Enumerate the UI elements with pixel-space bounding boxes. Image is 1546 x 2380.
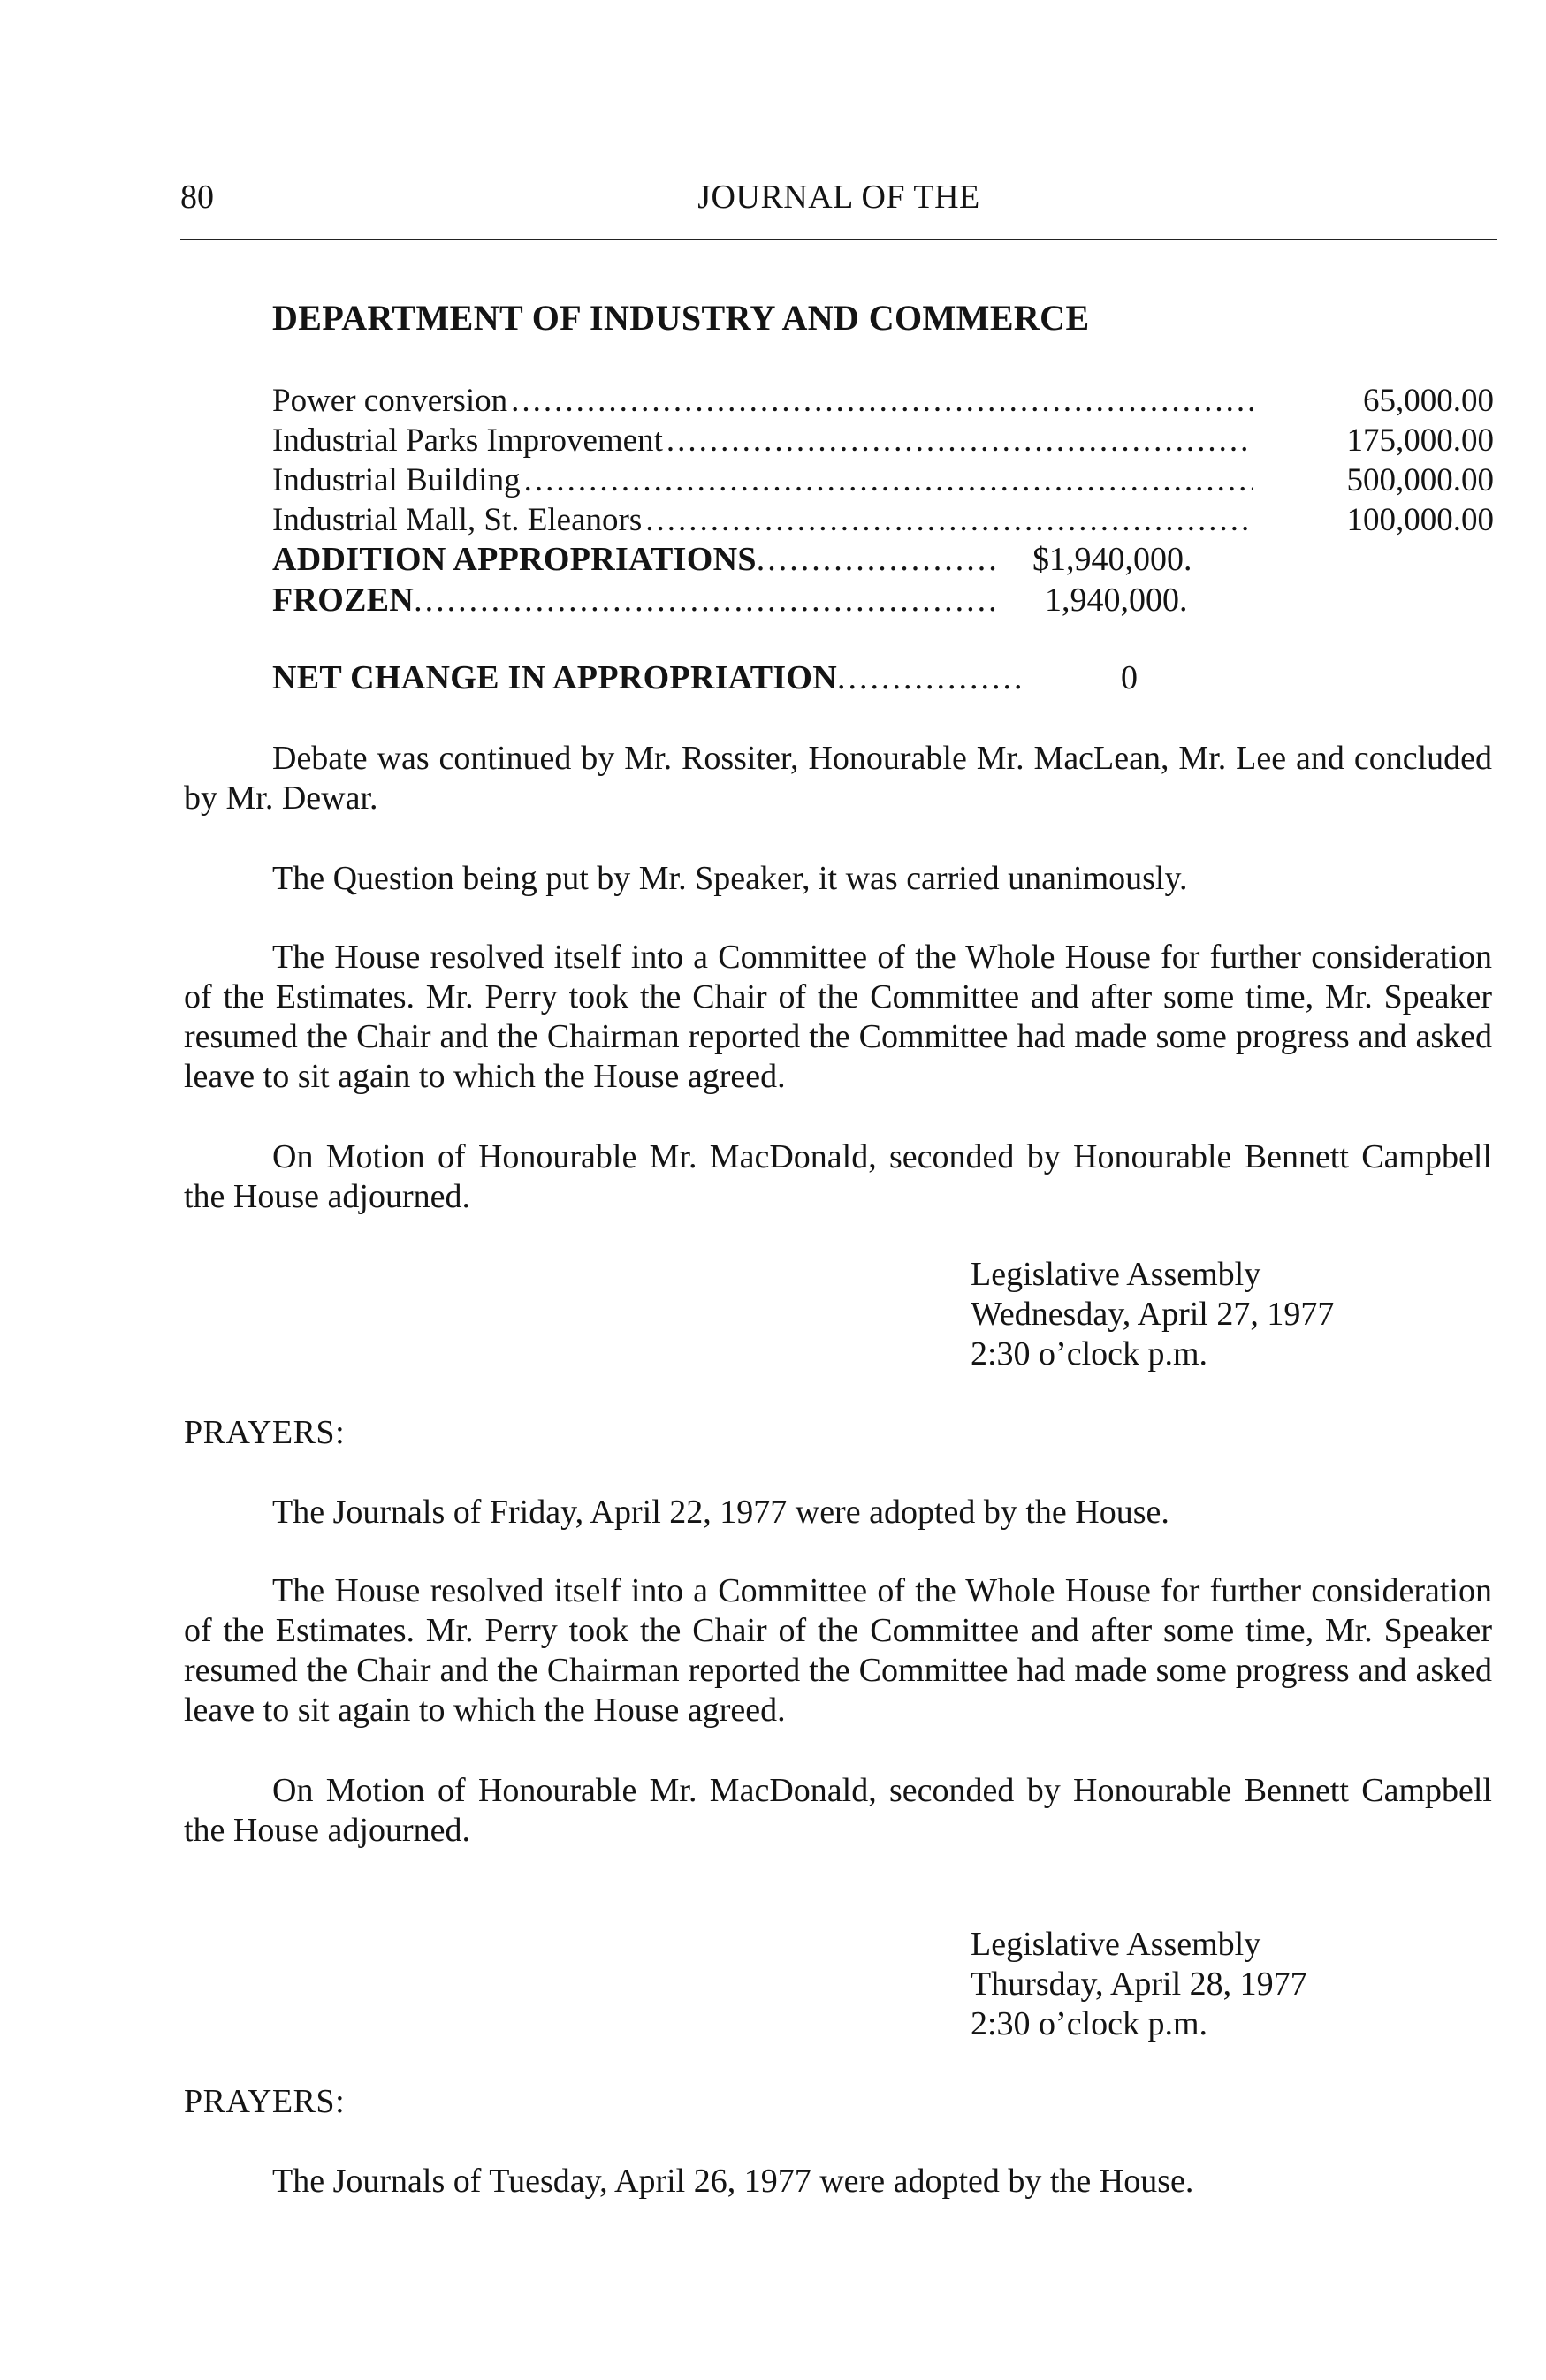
addition-label: ADDITION APPROPRIATIONS [272, 541, 757, 578]
committee-paragraph-2 [184, 1571, 1492, 1730]
journals-adopted-1: The Journals of Friday, April 22, 1977 were adopted by the House. [272, 1494, 1169, 1531]
estimate-amount: 175,000.00 [1346, 422, 1494, 459]
estimate-label: Industrial Building [272, 462, 524, 498]
sitting-date: Wednesday, April 27, 1977 [971, 1296, 1335, 1333]
leader-dots [645, 502, 1253, 538]
estimate-label: Power conversion [272, 383, 511, 419]
leader-dots [757, 541, 997, 578]
sitting-date: Thursday, April 28, 1977 [971, 1966, 1307, 2003]
sitting-assembly: Legislative Assembly [971, 1256, 1261, 1293]
prayers-heading-1: PRAYERS: [184, 1414, 346, 1451]
journals-adopted-2: The Journals of Tuesday, April 26, 1977 were adopted by the House. [272, 2163, 1194, 2200]
adjourn-text: On Motion of Honourable Mr. MacDonald, seconded by Honourable Bennett Campbell the House adjourned. [184, 1138, 1492, 1215]
sitting-block-1 [971, 1255, 1334, 1374]
leader-dots [837, 659, 1024, 696]
leader-dots [511, 383, 1253, 419]
sitting-block-2 [971, 1925, 1307, 2044]
committee-paragraph-1 [184, 938, 1492, 1097]
estimate-amount: 100,000.00 [1346, 502, 1494, 538]
addition-amount: $1,940,000. [1032, 541, 1192, 578]
frozen-label: FROZEN [272, 582, 415, 619]
amounts-column [1229, 381, 1494, 540]
adjourn-text: On Motion of Honourable Mr. MacDonald, seconded by Honourable Bennett Campbell the House adjourned. [184, 1772, 1492, 1849]
estimate-amount: 65,000.00 [1363, 383, 1494, 419]
estimate-amount: 500,000.00 [1346, 462, 1494, 498]
net-change-amount: 0 [1121, 659, 1138, 696]
debate-paragraph [184, 739, 1492, 818]
page-number: 80 [180, 179, 214, 216]
running-title: JOURNAL OF THE [697, 179, 980, 216]
leader-dots [666, 422, 1253, 459]
question-paragraph: The Question being put by Mr. Speaker, it was carried unanimously. [272, 860, 1188, 897]
running-header [180, 177, 1497, 235]
department-heading: DEPARTMENT OF INDUSTRY AND COMMERCE [272, 298, 1090, 338]
header-rule [180, 239, 1497, 240]
leader-dots [414, 582, 997, 619]
estimate-label: Industrial Mall, St. Eleanors [272, 502, 645, 538]
sitting-assembly: Legislative Assembly [971, 1926, 1261, 1963]
prayers-heading-2: PRAYERS: [184, 2083, 346, 2120]
leader-dots [524, 462, 1253, 498]
sitting-time: 2:30 o’clock p.m. [971, 2005, 1208, 2042]
committee-text: The House resolved itself into a Committee of the Whole House for further consideration of the Estimates. Mr. Perry took the Chair of the Committee and after some time, Mr. Speaker resumed the Chair and the Chairman reported the Committee had made some progress and asked leave to sit again to which the House agreed. [184, 1572, 1492, 1729]
committee-text: The House resolved itself into a Committee of the Whole House for further consideration of the Estimates. Mr. Perry took the Chair of the Committee and after some time, Mr. Speaker resumed the Chair and the Chairman reported the Committee had made some progress and asked leave to sit again to which the House agreed. [184, 939, 1492, 1095]
adjourn-paragraph-1 [184, 1137, 1492, 1217]
adjourn-paragraph-2 [184, 1771, 1492, 1851]
frozen-amount: 1,940,000. [1045, 582, 1188, 619]
sitting-time: 2:30 o’clock p.m. [971, 1335, 1208, 1372]
estimate-label: Industrial Parks Improvement [272, 422, 666, 459]
debate-text: Debate was continued by Mr. Rossiter, Honourable Mr. MacLean, Mr. Lee and concluded by Mr. Dewar. [184, 740, 1492, 817]
net-change-label: NET CHANGE IN APPROPRIATION [272, 659, 838, 696]
